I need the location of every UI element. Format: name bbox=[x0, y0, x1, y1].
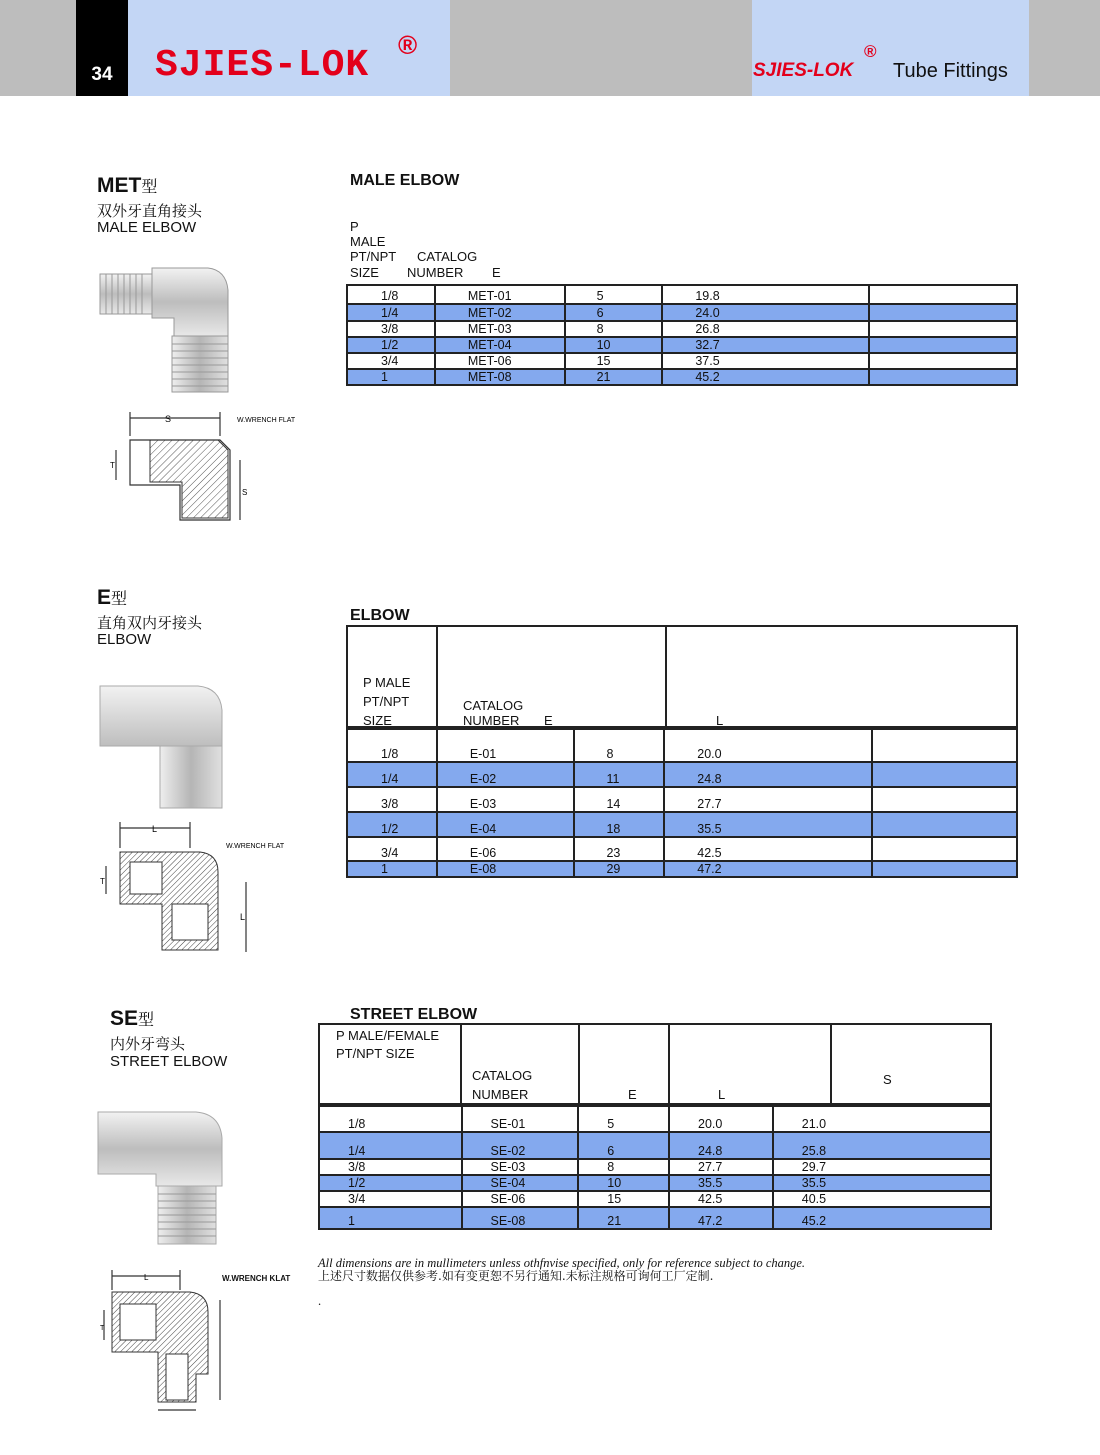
header-band-left bbox=[0, 0, 76, 96]
table-row: 3/8 E-03 14 27.7 bbox=[347, 787, 1017, 812]
met-drawing-s-label: S bbox=[165, 414, 172, 424]
e-header-box bbox=[346, 625, 1018, 730]
met-header-p: P bbox=[350, 219, 359, 234]
table-row: 1/2 E-04 18 35.5 bbox=[347, 812, 1017, 837]
e-photo-icon bbox=[98, 682, 226, 812]
met-header-catalog: CATALOG bbox=[417, 249, 478, 264]
se-header-number: NUMBER bbox=[472, 1087, 529, 1102]
met-header-ptnpt: PT/NPT bbox=[350, 249, 397, 264]
e-header-number: NUMBER bbox=[463, 713, 520, 728]
brand-logo: SJIES-LOK bbox=[155, 44, 370, 87]
se-header-catalog: CATALOG bbox=[472, 1068, 533, 1083]
se-en-name: STREET ELBOW bbox=[110, 1053, 228, 1070]
e-header-catalog: CATALOG bbox=[463, 698, 524, 713]
met-header-number: NUMBER bbox=[407, 265, 464, 280]
e-drawing-l2-label: L bbox=[240, 912, 246, 922]
table-row: 3/4 SE-06 15 42.5 40.5 bbox=[319, 1191, 991, 1207]
e-header-e: E bbox=[544, 713, 553, 728]
footnote-dot: . bbox=[318, 1294, 322, 1308]
e-table-title: ELBOW bbox=[350, 607, 410, 624]
header-band-middle bbox=[450, 0, 752, 96]
se-drawing-flat-label: W.WRENCH KLAT bbox=[222, 1274, 291, 1283]
met-drawing-icon bbox=[110, 410, 305, 540]
se-header-ptnpt: PT/NPT SIZE bbox=[336, 1046, 415, 1061]
met-drawing-t-label: T bbox=[110, 461, 115, 470]
table-row: 1/4 E-02 11 24.8 bbox=[347, 762, 1017, 787]
table-row: 1 MET-08 21 45.2 bbox=[347, 369, 1017, 385]
table-row: 1/8 E-01 8 20.0 bbox=[347, 727, 1017, 762]
e-drawing-l-label: L bbox=[152, 824, 158, 834]
e-code: E型 bbox=[97, 586, 128, 609]
met-header-e: E bbox=[492, 265, 501, 280]
se-code: SE型 bbox=[110, 1007, 155, 1030]
footnote-cn: 上述尺寸数据仅供参考.如有变更恕不另行通知.未标注规格可询何工厂定制. bbox=[318, 1269, 714, 1283]
e-drawing-flat-label: W.WRENCH FLAT bbox=[226, 843, 285, 850]
footnote bbox=[318, 1257, 805, 1308]
header-band-right bbox=[1029, 0, 1100, 96]
met-code: MET型 bbox=[97, 174, 158, 197]
e-header-ptnpt: PT/NPT bbox=[363, 694, 410, 709]
table-row: 3/8 SE-03 8 27.7 29.7 bbox=[319, 1159, 991, 1175]
met-photo-icon bbox=[98, 262, 234, 394]
se-cn-name: 内外牙弯头 bbox=[110, 1035, 186, 1053]
se-photo-icon bbox=[96, 1108, 228, 1246]
table-row: 1/4 SE-02 6 24.8 25.8 bbox=[319, 1132, 991, 1159]
se-header-pmf: P MALE/FEMALE bbox=[336, 1028, 440, 1043]
se-header-l: L bbox=[718, 1087, 726, 1102]
table-row: 1 E-08 29 47.2 bbox=[347, 861, 1017, 877]
se-table bbox=[318, 1103, 992, 1230]
met-table-title: MALE ELBOW bbox=[350, 172, 460, 189]
met-en-name: MALE ELBOW bbox=[97, 219, 197, 236]
se-table-title: STREET ELBOW bbox=[350, 1006, 478, 1023]
table-row: 1/8 SE-01 5 20.0 21.0 bbox=[319, 1104, 991, 1132]
e-table bbox=[346, 726, 1018, 878]
table-row: 3/4 MET-06 15 37.5 bbox=[347, 353, 1017, 369]
footnote-en: All dimensions are in mullimeters unless othfnvise specified, only for reference subject to change. bbox=[318, 1256, 806, 1270]
se-drawing-t-label: T bbox=[100, 1325, 105, 1332]
se-drawing-icon bbox=[100, 1270, 235, 1418]
page-number: 34 bbox=[76, 0, 128, 96]
table-row: 1/4 MET-02 6 24.0 bbox=[347, 304, 1017, 321]
e-cn-name: 直角双内牙接头 bbox=[97, 614, 203, 632]
met-header-size: SIZE bbox=[350, 265, 379, 280]
e-en-name: ELBOW bbox=[97, 631, 152, 648]
se-header-e: E bbox=[628, 1087, 637, 1102]
registered-mark: ® bbox=[398, 30, 418, 60]
met-table bbox=[346, 284, 1018, 386]
e-drawing-t-label: T bbox=[100, 877, 105, 886]
e-drawing-icon bbox=[100, 822, 300, 957]
table-row: 3/8 MET-03 8 26.8 bbox=[347, 321, 1017, 337]
table-row: 1/8 MET-01 5 19.8 bbox=[347, 285, 1017, 304]
table-row: 1/2 SE-04 10 35.5 35.5 bbox=[319, 1175, 991, 1191]
table-row: 1/2 MET-04 10 32.7 bbox=[347, 337, 1017, 353]
e-header-size: SIZE bbox=[363, 713, 392, 728]
table-row: 3/4 E-06 23 42.5 bbox=[347, 837, 1017, 861]
brand-small: SJIES-LOK bbox=[753, 60, 854, 81]
section-title: Tube Fittings bbox=[893, 60, 1008, 82]
met-header-male: MALE bbox=[350, 234, 386, 249]
se-drawing-l-label: L bbox=[144, 1273, 149, 1282]
met-drawing-s2-label: S bbox=[242, 488, 248, 497]
registered-mark-small: ® bbox=[864, 42, 877, 61]
met-drawing-flat-label: W.WRENCH FLAT bbox=[237, 417, 296, 424]
met-cn-name: 双外牙直角接头 bbox=[97, 202, 203, 220]
table-row: 1 SE-08 21 47.2 45.2 bbox=[319, 1207, 991, 1229]
e-header-l: L bbox=[716, 713, 724, 728]
se-header-s: S bbox=[883, 1072, 892, 1087]
e-header-pmale: P MALE bbox=[363, 675, 411, 690]
